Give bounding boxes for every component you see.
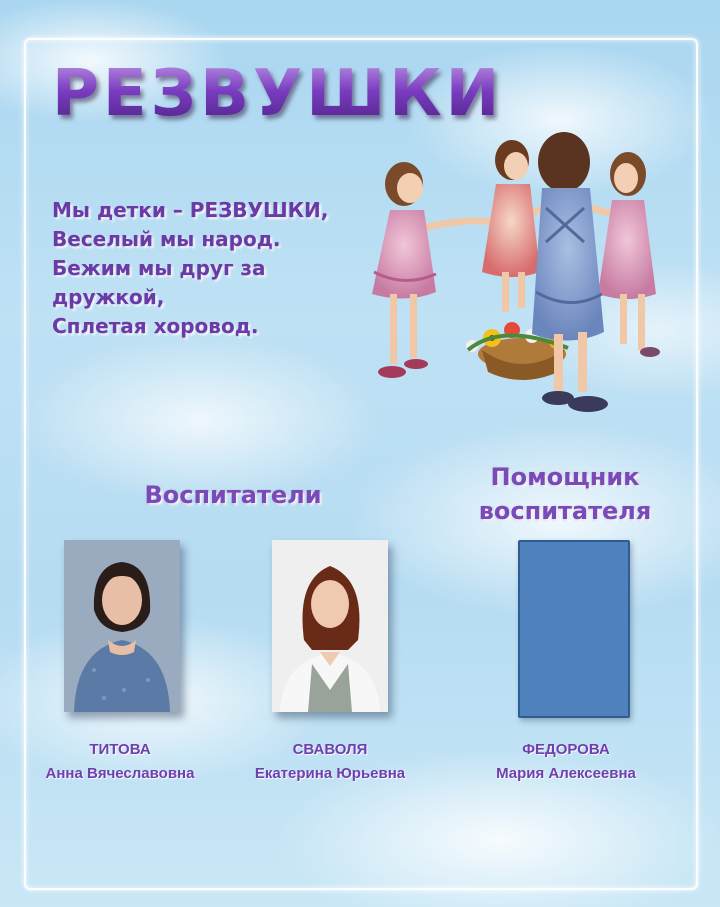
poem-line: дружкой, (52, 285, 165, 309)
poem (52, 196, 372, 341)
assistant-photo-placeholder (518, 540, 630, 718)
staff-surname: ТИТОВА (89, 741, 151, 758)
poem-line: Веселый мы народ. (52, 227, 281, 251)
educator-photo-titova (64, 540, 180, 712)
educator-photo-svavolya (272, 540, 388, 712)
poem-line: Мы детки – РЕЗВУШКИ, (52, 198, 329, 222)
staff-name-fedorova (466, 738, 666, 786)
assistant-heading-line2: воспитателя (478, 497, 652, 525)
children-dancing-image (332, 122, 682, 422)
staff-surname: СВАВОЛЯ (292, 741, 368, 758)
staff-given-name: Мария Алексеевна (496, 765, 636, 782)
staff-name-titova (20, 738, 220, 786)
assistant-heading (460, 460, 670, 528)
educators-heading: Воспитатели (144, 481, 322, 509)
staff-surname: ФЕДОРОВА (522, 741, 610, 758)
page-title: РЕЗВУШКИ (52, 57, 504, 131)
poem-line: Сплетая хоровод. (52, 314, 259, 338)
staff-name-svavolya (228, 738, 432, 786)
staff-given-name: Екатерина Юрьевна (254, 765, 406, 782)
poem-line: Бежим мы друг за (52, 256, 266, 280)
staff-given-name: Анна Вячеславовна (45, 765, 195, 782)
assistant-heading-line1: Помощник (490, 463, 640, 491)
